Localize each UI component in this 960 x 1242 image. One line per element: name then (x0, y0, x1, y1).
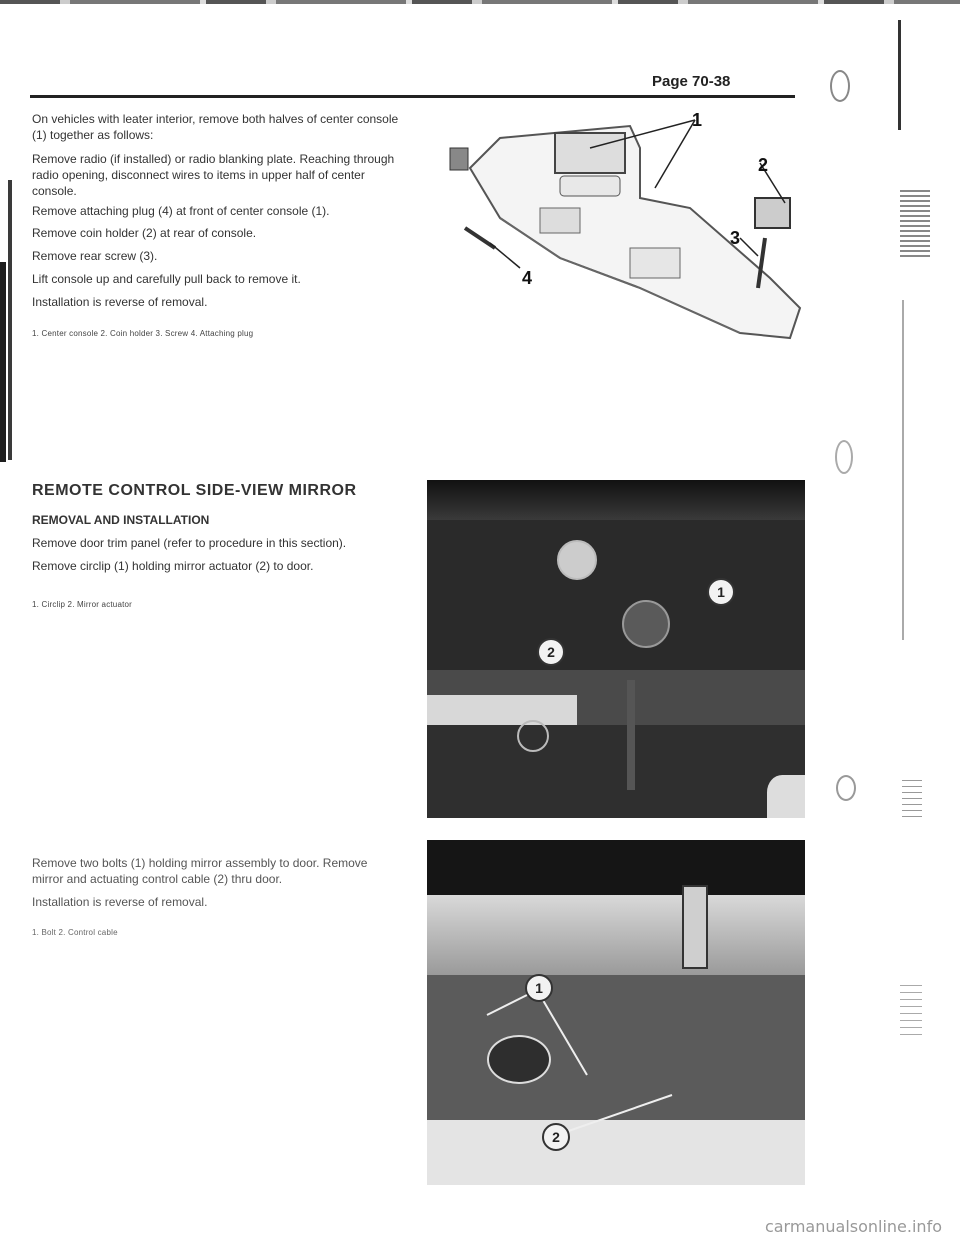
scan-edge-mark (900, 190, 930, 260)
callout-2: 2 (758, 155, 769, 175)
callout-3: 3 (730, 228, 741, 248)
callout-4: 4 (522, 268, 533, 288)
punch-hole-mark (830, 70, 850, 102)
callout-1: 1 (692, 110, 703, 130)
page-number: Page 70-38 (652, 73, 731, 90)
scan-edge-mark (902, 300, 904, 640)
scan-edge-bar (8, 180, 12, 460)
console-intro: On vehicles with leater interior, remove both halves of center console (1) together as follows: (32, 112, 399, 142)
console-step-screw: Remove rear screw (3). (32, 249, 158, 263)
scan-top-edge (0, 0, 960, 4)
section-subtitle: REMOVAL AND INSTALLATION (32, 513, 210, 527)
bolts-leader-lines (427, 840, 805, 1185)
mirror-step-circlip: Remove circlip (1) holding mirror actuator (2) to door. (32, 559, 314, 573)
section-title: REMOTE CONTROL SIDE-VIEW MIRROR (32, 482, 357, 499)
punch-hole-mark (835, 440, 853, 474)
console-step-plug: Remove attaching plug (4) at front of center console (1). (32, 204, 330, 218)
console-step-lift: Lift console up and carefully pull back to remove it. (32, 272, 301, 286)
photo2-callout-1: 1 (525, 974, 553, 1002)
scan-edge-mark (898, 20, 901, 130)
console-step-radio: Remove radio (if installed) or radio blanking plate. Reaching through radio opening, disconnect wires to items in upper half of center console. (32, 152, 395, 198)
bolts-caption: 1. Bolt 2. Control cable (32, 928, 118, 937)
header-rule (30, 95, 795, 98)
scan-edge-mark (900, 985, 922, 1040)
mirror-caption: 1. Circlip 2. Mirror actuator (32, 600, 133, 609)
mirror-actuator-photo (427, 480, 805, 818)
scan-edge-bar (0, 262, 6, 462)
center-console-illustration (440, 108, 820, 358)
console-install-note: Installation is reverse of removal. (32, 295, 208, 309)
photo1-callout-1: 1 (707, 578, 735, 606)
photo2-callout-2: 2 (542, 1123, 570, 1151)
bolts-install-note: Installation is reverse of removal. (32, 895, 208, 909)
mirror-bolts-photo (427, 840, 805, 1185)
photo1-callout-2: 2 (537, 638, 565, 666)
punch-hole-mark (836, 775, 856, 801)
mirror-step-trim: Remove door trim panel (refer to procedure in this section). (32, 536, 347, 550)
watermark: carmanualsonline.info (764, 1217, 942, 1236)
console-step-coin: Remove coin holder (2) at rear of console. (32, 226, 257, 240)
scan-edge-mark (902, 780, 922, 820)
bolts-step: Remove two bolts (1) holding mirror assembly to door. Remove mirror and actuating control cable (2) thru door. (32, 856, 368, 886)
console-caption: 1. Center console 2. Coin holder 3. Screw 4. Attaching plug (32, 329, 254, 338)
